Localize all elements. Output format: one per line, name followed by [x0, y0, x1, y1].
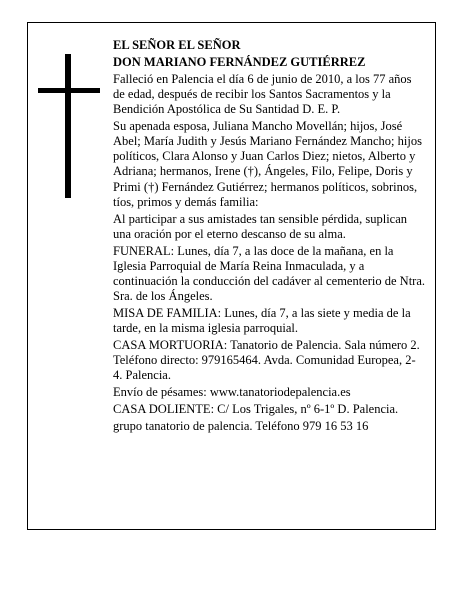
death-announcement: Falleció en Palencia el día 6 de junio de 2010, a los 77 años de edad, después de recibir los Santos Sacramentos y la Bendición Apostólica de Su Santidad D. E. P. [113, 71, 412, 116]
family-members: Su apenada esposa, Juliana Mancho Movellán; hijos, José Abel; María Judith y Jesús Mariano Fernández Mancho; hijos políticos, Clara Alonso y Juan Carlos Diez; nietos, Alberto y Adriana; hermanos, Irene (†), Ángeles, Filo, Felipe, Doris y Primi (†) Fernández Gutiérrez; hermanos políticos, sobrinos, tíos, primos y demás familia: [113, 118, 422, 209]
family-mass-info: MISA DE FAMILIA: Lunes, día 7, a las siete y media de la tarde, en la misma iglesia parroquial. [113, 306, 411, 336]
prayer-request: Al participar a sus amistades tan sensible pérdida, suplican una oración por el eterno descanso de su alma. [113, 211, 408, 241]
condolences-website: Envío de pésames: www.tanatoriodepalencia.es [113, 385, 351, 400]
notice-text [113, 38, 425, 436]
deceased-name: DON MARIANO FERNÁNDEZ GUTIÉRREZ [113, 54, 366, 69]
family-home-address: CASA DOLIENTE: C/ Los Trigales, nº 6-1º D. Palencia. [113, 402, 399, 417]
funeral-info: FUNERAL: Lunes, día 7, a las doce de la mañana, en la Iglesia Parroquial de María Reina Inmaculada, y a continuación la conducción del cadáver al cementerio de Ntra. Sra. de los Ángeles. [113, 243, 426, 304]
mortuary-info: CASA MORTUORIA: Tanatorio de Palencia. Sala número 2. Teléfono directo: 979165464. Avda. Comunidad Europea, 2-4. Palencia. [113, 338, 420, 383]
heading-line-1: EL SEÑOR EL SEÑOR [113, 38, 241, 52]
funeral-home-contact: grupo tanatorio de palencia. Teléfono 979 16 53 16 [113, 418, 369, 433]
cross-icon [38, 54, 102, 198]
cross-horizontal-bar [38, 88, 100, 93]
cross-vertical-bar [65, 54, 71, 198]
